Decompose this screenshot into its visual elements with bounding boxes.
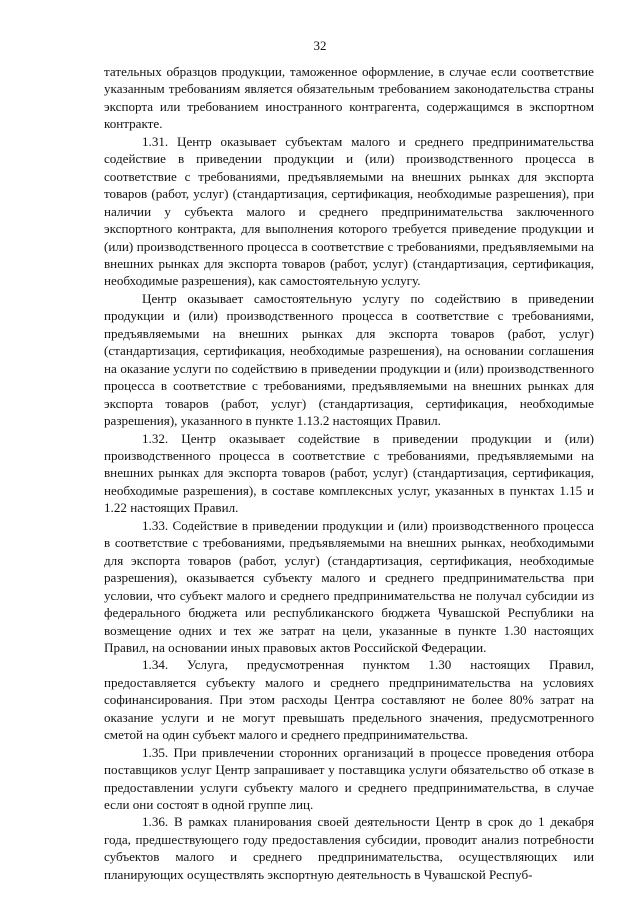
paragraph-standalone-service: Центр оказывает самостоятельную услугу по содействию в приведении продукции и (или) производственного процесса в соответствие с требованиями, предъявляемыми на внешних рынках для экспорта товаров (работ, услуг) (стандартизация, сертификация, необходимые разрешения), на основании соглашения на оказание услуги по содействию в приведении продукции и (или) производственного процесса в соответствие с требованиями, предъявляемыми на внешних рынках для экспорта товаров (работ, услуг) (стандартизация, сертификация, необходимые разрешения), указанного в пункте 1.13.2 настоящих Правил. — [104, 290, 594, 429]
paragraph-1-31: 1.31. Центр оказывает субъектам малого и среднего предпринимательства содействие в приведении продукции и (или) производственного процесса в соответствие с требованиями, предъявляемыми на внешних рынках для экспорта товаров (работ, услуг) (стандартизация, сертификация, необходимые разрешения), при наличии у субъекта малого и среднего предпринимательства заключенного экспортного контракта, для выполнения которого требуется приведение продукции и (или) производственного процесса в соответствие с требованиями, предъявляемыми на внешних рынках для экспорта товаров (работ, услуг) (стандартизация, сертификация, необходимые разрешения), как самостоятельную услугу. — [104, 133, 594, 289]
paragraph-1-32: 1.32. Центр оказывает содействие в приведении продукции и (или) производственного процесса в соответствие с требованиями, предъявляемыми на внешних рынках для экспорта товаров (работ, услуг) (стандартизация, сертификация, необходимые разрешения), в составе комплексных услуг, указанных в пунктах 1.15 и 1.22 настоящих Правил. — [104, 430, 594, 516]
page-number: 32 — [313, 38, 327, 53]
paragraph-1-33: 1.33. Содействие в приведении продукции и (или) производственного процесса в соответствие с требованиями, предъявляемыми на внешних рынках, необходимыми для экспорта товаров (работ, услуг) (стандартизация, сертификация, необходимые разрешения), оказывается субъекту малого и среднего предпринимательства при условии, что субъект малого и среднего предпринимательства не получал субсидии из федерального бюджета или республиканского бюджета Чувашской Республики на возмещение одних и тех же затрат на цели, указанные в пункте 1.30 настоящих Правил, на основании иных правовых актов Российской Федерации. — [104, 517, 594, 655]
document-body — [104, 63, 594, 883]
paragraph-1-36: 1.36. В рамках планирования своей деятельности Центр в срок до 1 декабря года, предшествующего году предоставления субсидии, проводит анализ потребности субъектов малого и среднего предпринимательства, осуществляющих или планирующих осуществлять экспортную деятельность в Чувашской Респуб- — [104, 814, 594, 882]
paragraph-1-34: 1.34. Услуга, предусмотренная пунктом 1.30 настоящих Правил, предоставляется субъекту малого и среднего предпринимательства на условиях софинансирования. При этом расходы Центра составляют не более 80% затрат на оказание услуги и не могут превышать предельного значения, предусмотренного сметой на один субъект малого и среднего предпринимательства. — [104, 657, 594, 743]
paragraph-continuation: тательных образцов продукции, таможенное оформление, в случае если соответствие указанным требованиям является обязательным требованием законодательства страны экспорта или требованием иностранного контрагента, содержащимся в экспортном контракте. — [104, 64, 594, 132]
paragraph-1-35: 1.35. При привлечении сторонних организаций в процессе проведения отбора поставщиков услуг Центр запрашивает у поставщика услуги обязательство об отказе в предоставлении услуги субъекту малого и среднего предпринимательства, в случае если они состоят в одной группе лиц. — [104, 744, 594, 813]
